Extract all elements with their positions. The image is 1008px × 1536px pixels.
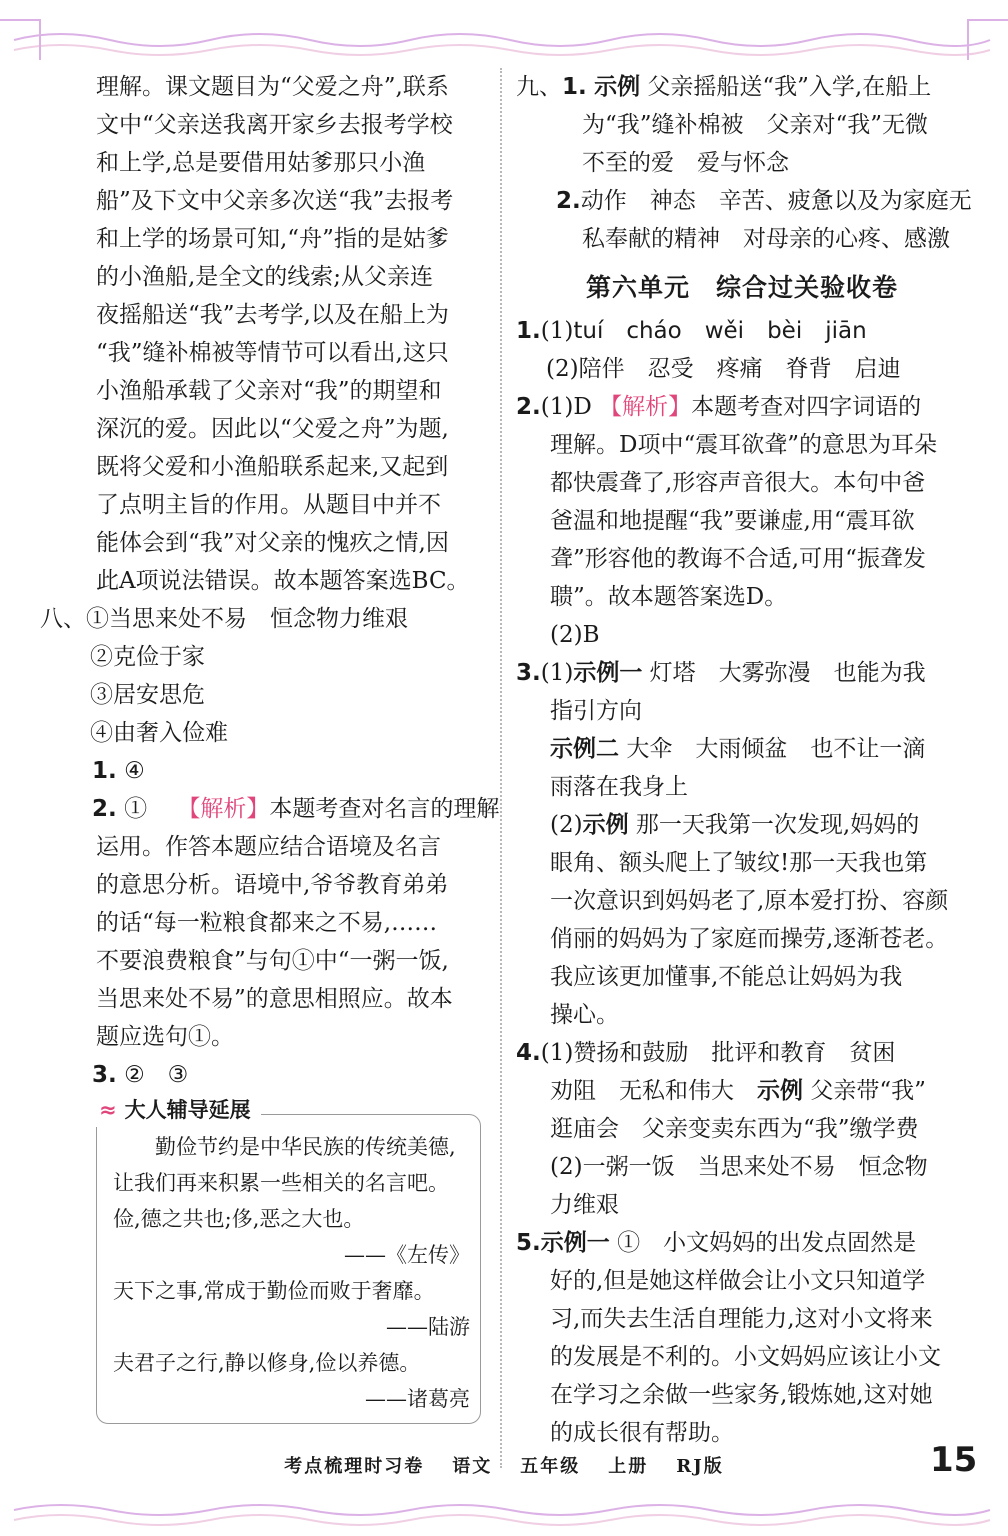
text-line: 和上学,总是要借用姑爹那只小渔 (96, 150, 426, 176)
pinyin-answer: tuí cháo wěi bèi jiān (573, 318, 867, 344)
text-line: 爸温和地提醒“我”要谦虚,用“震耳欲 (550, 508, 915, 534)
text-line: 为“我”缝补棉被 父亲对“我”无微 (582, 112, 929, 138)
text-line: 当思来处不易”的意思相照应。故本 (96, 986, 453, 1012)
bottom-frame-decoration (0, 1496, 1008, 1536)
quote: 夫君子之行,静以修身,俭以养德。 (113, 1351, 421, 1375)
text-line: 聋”形容他的教诲不合适,可用“振聋发 (550, 546, 926, 572)
text-line: 夜摇船送“我”去考学,以及在船上为 (96, 302, 449, 328)
top-frame-decoration (0, 0, 1008, 72)
text-line: 雨落在我身上 (550, 774, 688, 800)
analysis-tag: 【解析】 (177, 796, 270, 822)
text-line: 深沉的爱。因此以“父爱之舟”为题, (96, 416, 449, 442)
text-line: 都快震聋了,形容声音很大。本句中爸 (550, 470, 926, 496)
q8-label: 八、 (40, 606, 86, 632)
quote-source: ——诸葛亮 (365, 1387, 470, 1411)
text-line: 不要浪费粮食”与句①中“一粥一饭, (96, 948, 449, 974)
q8-sub-1: 1. ④ (92, 758, 145, 784)
quote: 俭,德之共也;侈,恶之大也。 (113, 1207, 365, 1231)
text-line: 的话“每一粒粮食都来之不易,…… (96, 910, 438, 936)
text-line: 操心。 (550, 1002, 619, 1028)
q8-sub-3: 3. ② ③ (92, 1062, 189, 1088)
text-line: 的小渔船,是全文的线索;从父亲连 (96, 264, 434, 290)
question-8 (40, 600, 500, 1094)
text-line: 理解。D项中“震耳欲聋”的意思为耳朵 (550, 432, 937, 458)
text-line: 俏丽的妈妈为了家庭而操劳,逐渐苍老。 (550, 926, 949, 952)
q9-line: 2.动作 神态 辛苦、疲惫以及为家庭无 (556, 188, 972, 214)
text-line: 的发展是不利的。小文妈妈应该让小文 (550, 1344, 941, 1370)
text-line: 和上学的场景可知,“舟”指的是姑爹 (96, 226, 449, 252)
question-9 (516, 68, 972, 258)
text-line: 力维艰 (550, 1192, 619, 1218)
right-column (516, 68, 972, 1452)
text-line: 小渔船承载了父亲对“我”的期望和 (96, 378, 442, 404)
text-line: 一次意识到妈妈老了,原本爱打扮、容颜 (550, 888, 949, 914)
text-line: 的成长很有帮助。 (550, 1420, 734, 1446)
text-line: 能体会到“我”对父亲的愧疚之情,因 (96, 530, 449, 556)
parent-guidance-box (96, 1098, 481, 1424)
text-line: 了点明主旨的作用。从题目中并不 (96, 492, 441, 518)
text-line: 船”及下文中父亲多次送“我”去报考 (96, 188, 454, 214)
text-line: 私奉献的精神 对母亲的心疼、感激 (582, 226, 950, 252)
text-line: 逛庙会 父亲变卖东西为“我”缴学费 (550, 1116, 919, 1142)
text-line: 文中“父亲送我离开家乡去报考学校 (96, 112, 453, 138)
analysis-tag: 【解析】 (599, 394, 692, 420)
unit-title: 第六单元 综合过关验收卷 (585, 273, 898, 302)
q8-item: ③居安思危 (90, 682, 205, 708)
text-line: 既将父爱和小渔船联系起来,又起到 (96, 454, 449, 480)
text-line: 在学习之余做一些家务,锻炼她,这对她 (550, 1382, 933, 1408)
question-4: 4.(1)赞扬和鼓励 批评和教育 贫困 劝阻 无私和伟大 示例 父亲带“我” 逛庙会 父亲变卖东西为“我”缴学费 (2)一粥一饭 当思来处不易 恒念物 力维艰 (516, 1034, 968, 1224)
box-text: 勤俭节约是中华民族的传统美德, (155, 1135, 456, 1159)
box-text: 让我们再来积累一些相关的名言吧。 (113, 1171, 449, 1195)
quote: 天下之事,常成于勤俭而败于奢靡。 (113, 1279, 435, 1303)
question-3: 3.(1)示例一 灯塔 大雾弥漫 也能为我 指引方向 示例二 大伞 大雨倾盆 也不让一滴 雨落在我身上 (2)示例 那一天我第一次发现,妈妈的 眼角、额头爬上了皱纹!那一天我也第 一次意识到妈妈老了,原本爱打扮、容颜 俏丽的妈妈为了家庭而操劳,逐渐苍老。 我应该更加懂事,不能总让妈妈为我 操心。 (516, 654, 968, 1034)
text-line: 理解。课文题目为“父爱之舟”,联系 (96, 74, 449, 100)
text-line: 我应该更加懂事,不能总让妈妈为我 (550, 964, 903, 990)
question-1: 1.(1)tuí cháo wěi bèi jiān (2)陪伴 忍受 疼痛 脊背 启迪 (516, 312, 968, 388)
left-column (40, 68, 500, 1424)
q8-item: 八、①当思来处不易 恒念物力维艰 (40, 606, 408, 632)
text-line: (2)B (550, 622, 600, 648)
text-line: 指引方向 (550, 698, 642, 724)
box-heading: ≈ 大人辅导延展 (95, 1093, 261, 1127)
text-line: 习,而失去生活自理能力,这对小文将来 (550, 1306, 933, 1332)
q8-item: ④由奢入俭难 (90, 720, 228, 746)
text-line: 不至的爱 爱与怀念 (582, 150, 789, 176)
q8-sub-2: 2. ① 【解析】本题考查对名言的理解 (92, 796, 500, 822)
text-line: 此A项说法错误。故本题答案选BC。 (96, 568, 470, 594)
q8-item: ②克俭于家 (90, 644, 205, 670)
q7-explanation (40, 68, 485, 600)
page-footer: 考点梳理时习卷 语文 五年级 上册 RJ版 (284, 1456, 724, 1477)
text-line: 运用。作答本题应结合语境及名言 (96, 834, 441, 860)
text-line: “我”缝补棉被等情节可以看出,这只 (96, 340, 449, 366)
page-number: 15 (930, 1440, 978, 1480)
quote-source: ——陆游 (386, 1315, 470, 1339)
question-5: 5.示例一 ① 小文妈妈的出发点固然是 好的,但是她这样做会让小文只知道学 习,而失去生活自理能力,这对小文将来 的发展是不利的。小文妈妈应该让小文 在学习之余做一些家务,锻炼她,这对她 的成长很有帮助。 (516, 1224, 968, 1452)
text-line: 眼角、额头爬上了皱纹!那一天我也第 (550, 850, 928, 876)
q9-line: 九、1. 示例 父亲摇船送“我”入学,在船上 (516, 74, 932, 100)
question-2: 2.(1)D 【解析】本题考查对四字词语的 理解。D项中“震耳欲聋”的意思为耳朵 都快震聋了,形容声音很大。本句中爸 爸温和地提醒“我”要谦虚,用“震耳欲 聋”形容他的教诲不合适,可用“振聋发 聩”。故本题答案选D。 (2)B (516, 388, 968, 654)
text-line: (2)陪伴 忍受 疼痛 脊背 启迪 (546, 356, 901, 382)
text-line: 聩”。故本题答案选D。 (550, 584, 788, 610)
column-divider (500, 68, 502, 1468)
wave-icon: ≈ (99, 1098, 117, 1122)
text-line: 题应选句①。 (96, 1024, 234, 1050)
text-line: 好的,但是她这样做会让小文只知道学 (550, 1268, 926, 1294)
text-line: 的意思分析。语境中,爷爷教育弟弟 (96, 872, 449, 898)
text-line: (2)一粥一饭 当思来处不易 恒念物 (550, 1154, 928, 1180)
quote-source: ——《左传》 (344, 1243, 470, 1267)
